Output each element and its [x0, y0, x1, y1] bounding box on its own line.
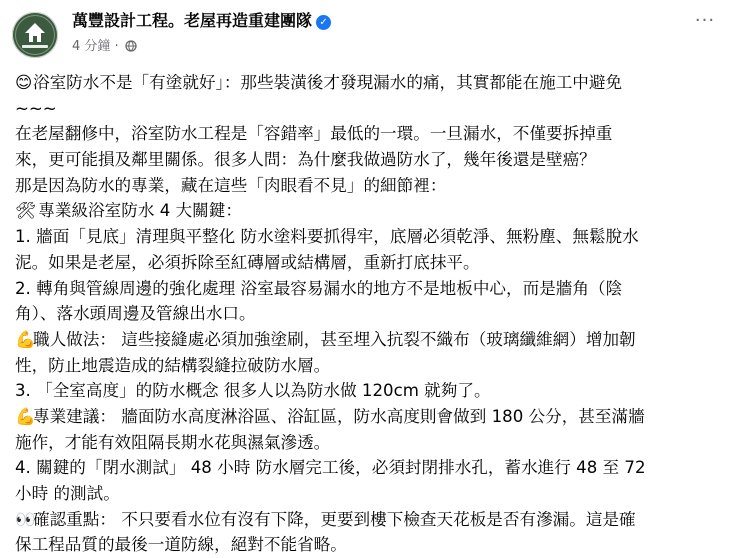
post-line	[15, 430, 727, 456]
post-line-text: 專業級浴室防水 4 大關鍵：	[33, 201, 242, 221]
post-line	[15, 532, 727, 558]
post-header	[12, 8, 724, 64]
post-line-text: 3. 「全室高度」的防水概念 很多人以為防水做 120cm 就夠了。	[15, 381, 491, 401]
post-line-text: ~~~	[15, 98, 57, 118]
post-line	[15, 404, 727, 430]
post-line	[15, 301, 727, 327]
post-line-text: 小時 的測試。	[15, 484, 120, 503]
emoji-icon: 💪	[15, 329, 36, 349]
avatar-logo-text	[22, 45, 48, 48]
post-line-text: 4. 關鍵的「閉水測試」 48 小時 防水層完工後，必須封閉排水孔，蓄水進行 48 至 72	[15, 458, 646, 478]
emoji-icon: 👀	[15, 509, 36, 529]
post-line	[15, 198, 727, 224]
page-name-link[interactable]	[72, 11, 331, 31]
emoji-icon: 💪	[15, 406, 36, 426]
post-line	[15, 224, 727, 250]
page-name-text[interactable]: 萬豐設計工程。老屋再造重建團隊	[72, 11, 313, 30]
post-line-text: 角）、落水頭周邊及管線出水口。	[15, 304, 256, 324]
post-line	[15, 250, 727, 276]
post-line-text: 專業建議： 牆面防水高度淋浴區、浴缸區，防水高度則會做到 180 公分，甚至滿牆	[33, 406, 645, 426]
emoji-icon: 🛠	[15, 201, 37, 221]
post-line-text: 職人做法： 這些接縫處必須加強塗刷，甚至埋入抗裂不織布（玻璃纖維網）增加韌	[33, 329, 636, 349]
more-options-button[interactable]: ···	[694, 10, 716, 31]
avatar-door-shape	[33, 36, 37, 42]
post-line	[15, 327, 727, 353]
post-line	[15, 147, 727, 173]
page-avatar[interactable]	[12, 12, 58, 58]
post-line	[15, 121, 727, 147]
post-line	[15, 173, 727, 199]
post-line-text: 浴室防水不是「有塗就好」：那些裝潢後才發現漏水的痛，其實都能在施工中避免	[33, 73, 623, 92]
post-line	[15, 96, 727, 122]
post-line-text: 2. 轉角與管線周邊的強化處理 浴室最容易漏水的地方不是地板中心，而是牆角（陰	[15, 278, 623, 298]
post-time[interactable]: 4 分鐘	[72, 39, 111, 54]
post-meta	[72, 38, 137, 56]
post-line-text: 1. 牆面「見底」清理與平整化 防水塗料要抓得牢，底層必須乾淨、無粉塵、無鬆脫水	[15, 227, 639, 247]
emoji-icon: 😊	[15, 73, 33, 92]
post-line-text: 那是因為防水的專業，藏在這些「肉眼看不見」的細節裡：	[15, 175, 447, 195]
meta-separator: ·	[114, 39, 119, 54]
globe-icon[interactable]	[125, 40, 137, 52]
verified-badge-icon: ✓	[316, 15, 331, 30]
post-line	[15, 507, 727, 533]
post-line	[15, 481, 727, 507]
post-line-text: 來，更可能損及鄰里關係。很多人問：為什麼我做過防水了，幾年後還是壁癌？	[15, 150, 596, 170]
post-line-text: 泥。如果是老屋，必須拆除至紅磚層或結構層，重新打底抹平。	[15, 252, 480, 272]
post-line-text: 在老屋翻修中，浴室防水工程是「容錯率」最低的一環。一旦漏水，不僅要拆掉重	[15, 124, 613, 144]
post-line	[15, 70, 727, 96]
post-line	[15, 353, 727, 379]
post-line-text: 確認重點： 不只要看水位有沒有下降，更要到樓下檢查天花板是否有滲漏。這是確	[33, 509, 636, 529]
post-line	[15, 276, 727, 302]
post-line	[15, 455, 727, 481]
post-line	[15, 378, 727, 404]
post-line-text: 施作，才能有效阻隔長期水花與濕氣滲透。	[15, 432, 331, 452]
avatar-roof-shape	[25, 23, 45, 33]
post-line-text: 性，防止地震造成的結構裂縫拉破防水層。	[15, 355, 331, 375]
post-body	[15, 70, 727, 558]
post-line-text: 保工程品質的最後一道防線，絕對不能省略。	[15, 535, 347, 555]
